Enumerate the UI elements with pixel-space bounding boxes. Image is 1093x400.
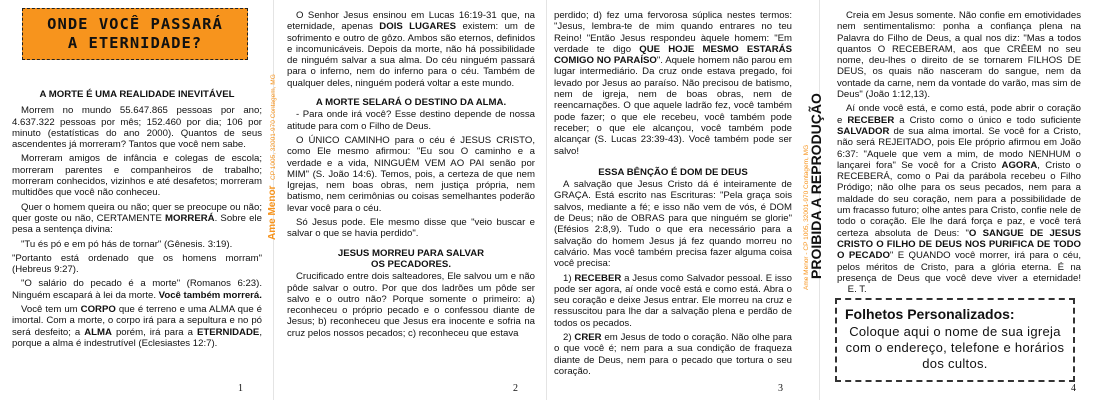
paragraph: - Para onde irá você? Esse destino depende de nossa atitude para com o Filho de Deus. (287, 109, 535, 132)
paragraph: 1) RECEBER a Jesus como Salvador pessoal. E isso pode ser agora, aí onde você está e como está. Abra o seu coração e deixe Jesus entrar. Ele morreu na cruz e ressuscitou para lhe dar a salvação plena e perdão de todos os pecados. (554, 272, 792, 329)
panel-1-text (12, 84, 262, 352)
page-number: 3 (778, 383, 783, 394)
page-number: 1 (238, 383, 243, 394)
reproduction-notice: PROIBIDA A REPRODUÇÃO (808, 93, 824, 279)
section-heading: JESUS MORREU PARA SALVAR (337, 247, 485, 259)
panel-1 (0, 0, 273, 400)
custom-leaflet-body: Coloque aqui o nome de sua igreja com o endereço, telefone e horários dos cultos. (845, 324, 1065, 371)
section-heading: OS PECADORES. (371, 258, 451, 270)
publisher-address: Ame Menor - CP 1005, 32001-970 Contagem, MG (803, 144, 810, 290)
panel-4-text (837, 10, 1081, 298)
quote: "Portanto está ordenado que os homens morram" (Hebreus 9:27). (12, 252, 262, 276)
quote: "Tu és pó e em pó hás de tornar" (Gênesis. 3:19). (21, 238, 233, 250)
paragraph: A salvação que Jesus Cristo dá é inteiramente de GRAÇA. Está escrito nas Escrituras: "Pela graça sois salvos, mediante a fé; e isso não vem de vós, é DOM de Deus; não de OBRAS para que ninguém se glorie" (Efésios 2:8,9). Tudo o que era necessário para a salvação do homem Jesus já fez quando morreu no calvário. Mas você também precisa fazer alguma coisa você precisa: (554, 179, 792, 270)
paragraph: 2) CRER em Jesus de todo o coração. Não olhe para o que você é; nem para a sua condição de fraqueza diante de Deus, nem para o pecado que tortura o seu coração. (554, 332, 793, 377)
publisher-address: CP 1005, 32001-970 Contagem, MG (270, 74, 277, 180)
panel-3-text (554, 10, 792, 380)
paragraph: Morreram amigos de infância e colegas de escola; morreram parentes e companheiros de trabalho; morreram conhecidos, vizinhos e até desafetos; morreram multidões que você não conheceu. (12, 153, 262, 199)
custom-leaflet-box (835, 298, 1075, 382)
panel-2 (273, 0, 546, 400)
paragraph: Só Jesus pode. Ele mesmo disse que "veio buscar e salvar o que se havia perdido". (287, 217, 535, 240)
paragraph: O ÚNICO CAMINHO para o céu é JESUS CRISTO, como Ele mesmo afirmou: "Eu sou O caminho e a verdade e a vida, NINGUÉM VEM AO PAI senão por MIM" (S. João 14:6). Temos, pois, a certeza de que nem Igrejas, nem boas obras, nem justiça própria, nem batismo, nem cerimônias ou coisas semelhantes poderão levar você para o céu. (287, 134, 535, 214)
paragraph: Crucificado entre dois salteadores, Ele salvou um e não pôde salvar o outro. Por que dos ladrões um pôde ser salvo e o outro não? Porque somente o primeiro: a) reconheceu o próprio pecado e o confessou diante de Jesus; b) reconheceu que Jesus era inocente e sofria na cruz pelos nossos pecados; c) reconheceu que estava (287, 271, 535, 339)
banner-title-line2: A ETERNIDADE? (67, 34, 203, 52)
author-signature: E. T. (847, 284, 867, 296)
custom-leaflet-title: Folhetos Personalizados: (845, 306, 1015, 322)
paragraph: Quer o homem queira ou não; quer se preocupe ou não; quer goste ou não, CERTAMENTE MORRERÁ. Sobre ele pesa a sentença divina: (12, 201, 262, 236)
brand-name: Ame Menor (267, 185, 278, 240)
panel-3 (546, 0, 819, 400)
paragraph: Aí onde você está, e como está, pode abrir o coração e RECEBER a Cristo como o único e todo suficiente SALVADOR de sua alma imortal. Se você for a Cristo, não será REJEITADO, pois Ele próprio afirmou em João 6:37: "Aquele que vem a mim, de modo NENHUM o lançarei fora" Se você for a Cristo AGORA, Cristo o RECEBERÁ, como o Pai da parábola recebeu o Filho Pródigo; não olhe para os seus pecados, nem para a maldade do seu coração, nem para a possibilidade de um fracasso futuro; olhe antes para Cristo, confie nele de todo o coração. Ele lhe dará força e paz, e você terá certeza absoluta de Deus: "O SANGUE DE JESUS CRISTO O FILHO DE DEUS NOS PURIFICA DE TODO O PECADO" E QUANDO você morrer, irá para o céu, pelos méritos de Cristo, para a glória eterna. É na presença de Deus que você deve viver a eternidade! E. T. (837, 103, 1081, 296)
title-banner (22, 8, 248, 60)
section-heading: A MORTE SELARÁ O DESTINO DA ALMA. (315, 97, 507, 109)
paragraph: Você tem um CORPO que é terreno e uma ALMA que é imortal. Com a morte, o corpo irá para a sepultura e no pó será desfeito; a ALMA porém, irá para a ETERNIDADE, porque a alma é indestrutível (Eclesiastes 12:7). (12, 304, 262, 349)
quote: "O salário do pecado é a morte" (Romanos 6:23). Ninguém escapará à lei da morte. Você também morrerá. (12, 278, 262, 301)
paragraph: Morrem no mundo 55.647.865 pessoas por ano; 4.637.322 pessoas por mês; 152.460 por dia; 106 por minuto (estatísticas do ano 2000). Quantos de seus ascendentes já morreram? Tantos que você nem sabe. (12, 105, 262, 151)
page-number: 2 (513, 383, 518, 394)
section-heading: A MORTE É UMA REALIDADE INEVITÁVEL (39, 89, 235, 100)
banner-title-line1: ONDE VOCÊ PASSARÁ (47, 15, 223, 33)
paragraph: Creia em Jesus somente. Não confie em emotividades nem sentimentalismo: ponha a confiança plena na Palavra do Filho de Deus, a qual nos diz: "Mas a todos quantos O RECEBERAM, aos que CRÊEM no seu nome, deu-lhes o direito de se tornarem FILHOS DE DEUS, os quais não nasceram do sangue, nem da vontade da carne, nem da vontade do varão, mas sim de Deus" (João 1:12,13). (837, 10, 1081, 101)
section-heading: ESSA BÊNÇÃO É DOM DE DEUS (598, 166, 748, 178)
paragraph: perdido; d) fez uma fervorosa súplica nestes termos: "Jesus, lembra-te de mim quando entrares no teu Reino! "Então Jesus respondeu àquele homem: "Em verdade te digo QUE HOJE MESMO ESTARÁS COMIGO NO PARAÍSO". Aquele homem não parou em lugar intermediário. Da cruz onde estava pregado, foi levado por Jesus ao paraíso. Não precisou de batismo, nem de igreja, nem de boas obras, nem de reencarnações. O que aquele ladrão fez, você também pode fazer; o que ele recebeu, você também pode receber; o que ele alcançou, você também pode alcançar (S. Lucas 23:39-43). Você também pode ser salvo! (554, 10, 792, 157)
page-number: 4 (1071, 383, 1076, 394)
panel-2-text (287, 10, 535, 342)
paragraph: O Senhor Jesus ensinou em Lucas 16:19-31 que, na eternidade, apenas DOIS LUGARES existem: um de sofrimento e outro de gôzo. Ambos são eternos, definidos e incomunicáveis. Depois da morte, não há possibilidade de ninguém salvar a sua alma. Do céu ninguém passará para o inferno, nem do inferno para o céu. Também de qualquer deles, ninguém poderá voltar a este mundo. (287, 10, 535, 89)
